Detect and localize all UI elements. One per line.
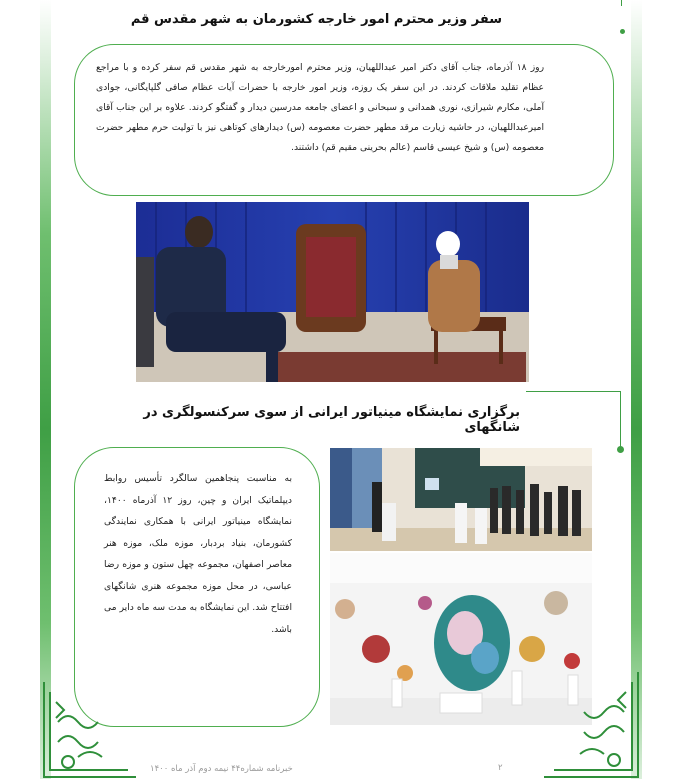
article1-body: روز ۱۸ آذرماه، جناب آقای دکتر امیر عبداللهیان، وزیر محترم امورخارجه به شهر مقدس قم سفر کرده و با مراجع عظام تقلید ملاقات کردند. در این سفر یک روزه، وزیر امور خارجه با حضرات آیات عظام صافی گلپایگانی، جوادی آملی، مکارم شیرازی، نوری همدانی و سبحانی و اعضای جامعه مدرسین دیدار و گفتگو کردند. علاوه بر این جناب آقای امیرعبداللهیان، در حاشیه زیارت مرقد مطهر حضرت معصومه (س) دیدارهای کوتاهی نیز با تولیت حرم مطهر حضرت معصومه (س) و شیخ عیسی قاسم (عالم بحرینی مقیم قم) داشتند. — [96, 62, 545, 153]
right-green-border — [631, 0, 642, 779]
left-corner-ornament — [38, 682, 138, 783]
page-number: ۲ — [498, 763, 503, 773]
exhibition-opening-photo — [330, 448, 592, 551]
footer-newsletter-info: خبرنامه شماره۴۴ نیمه دوم آذر ماه ۱۴۰۰ — [150, 764, 293, 774]
article2-connector-line — [526, 391, 621, 450]
connector-dot — [617, 446, 624, 453]
meeting-photo — [136, 202, 529, 382]
article2-title: برگزاری نمایشگاه مینیاتور ایرانی از سوی سرکنسولگری در شانگهای — [143, 405, 520, 435]
right-corner-ornament — [544, 672, 644, 783]
article1-title: سفر وزیر محترم امور خارجه کشورمان به شهر مقدس قم — [130, 12, 502, 27]
left-green-border — [40, 0, 51, 779]
article2-body: به مناسبت پنجاهمین سالگرد تأسیس روابط دیپلماتیک ایران و چین، روز ۱۲ آذرماه ۱۴۰۰، نمایشگاه مینیاتور ایرانی با همکاری نمایندگی کشورمان، بنیاد بردبار، موزه ملک، موزه هنر معاصر اصفهان، مجموعه چهل ستون و موزه رضا عباسی، در محل موزه مجموعه هنری شانگهای افتتاح شد. این نمایشگاه به مدت سه ماه دایر می باشد. — [104, 473, 292, 635]
top-connector-line — [621, 0, 622, 6]
top-connector-dot — [620, 29, 625, 34]
